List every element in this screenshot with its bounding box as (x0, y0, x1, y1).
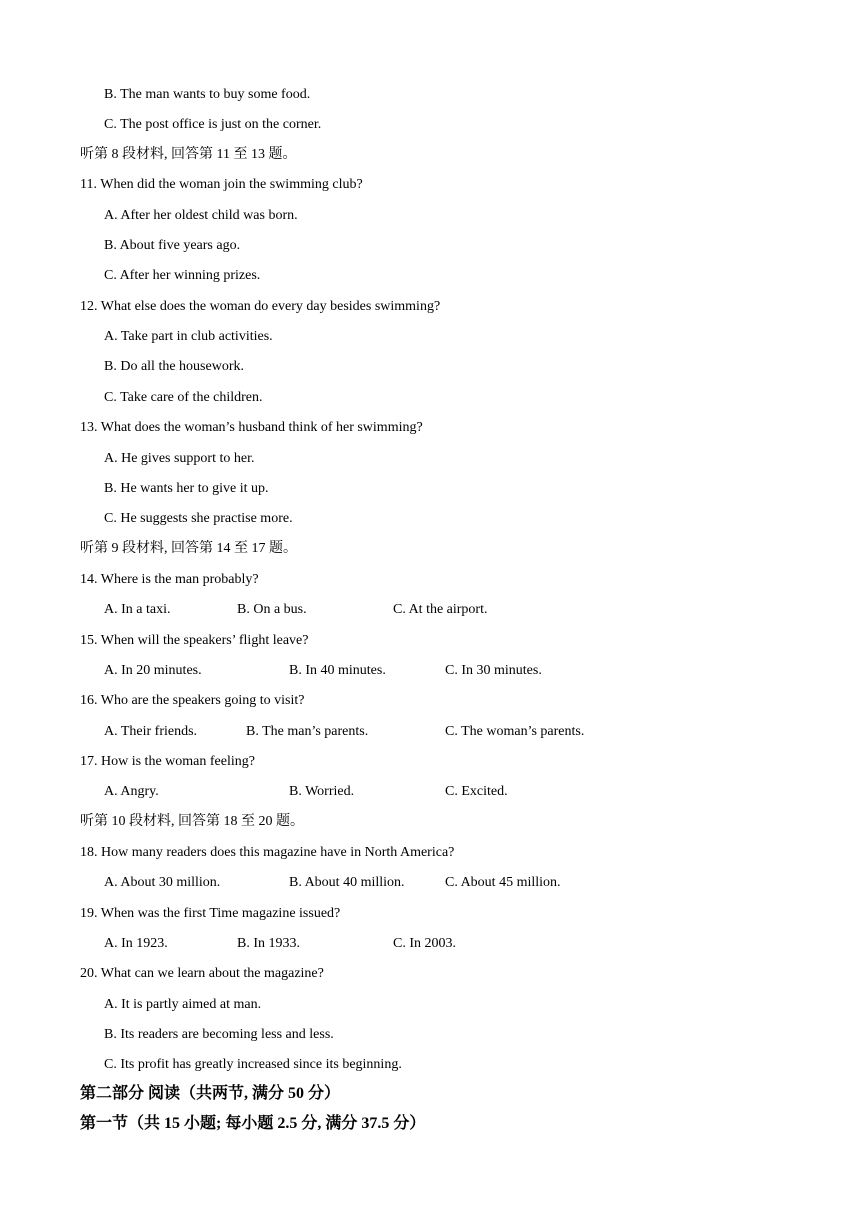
part-heading: 第二部分 阅读（共两节, 满分 50 分） (80, 1085, 341, 1102)
option-line: C. After her winning prizes. (104, 268, 261, 283)
option-a: A. In a taxi. (104, 602, 171, 617)
question-line: 11. When did the woman join the swimming club? (80, 177, 363, 192)
option-b: B. In 1933. (237, 936, 300, 951)
question-line: 20. What can we learn about the magazine? (80, 966, 324, 981)
option-a: A. Angry. (104, 784, 159, 799)
option-line: C. Its profit has greatly increased since its beginning. (104, 1057, 402, 1072)
question-line: 14. Where is the man probably? (80, 572, 259, 587)
question-line: 12. What else does the woman do every day besides swimming? (80, 299, 441, 314)
option-c: C. Excited. (445, 784, 508, 799)
option-line: C. He suggests she practise more. (104, 511, 293, 526)
option-a: A. In 1923. (104, 936, 168, 951)
question-line: 16. Who are the speakers going to visit? (80, 693, 305, 708)
question-line: 15. When will the speakers’ flight leave? (80, 633, 309, 648)
option-a: A. In 20 minutes. (104, 663, 202, 678)
option-b: B. In 40 minutes. (289, 663, 386, 678)
section-instruction: 听第 8 段材料, 回答第 11 至 13 题。 (80, 147, 297, 162)
option-a: A. About 30 million. (104, 875, 221, 890)
option-b: B. The man’s parents. (246, 724, 369, 739)
option-c: C. The woman’s parents. (445, 724, 585, 739)
option-c: C. At the airport. (393, 602, 488, 617)
option-b: B. On a bus. (237, 602, 307, 617)
section-instruction: 听第 9 段材料, 回答第 14 至 17 题。 (80, 541, 297, 556)
question-line: 13. What does the woman’s husband think of her swimming? (80, 420, 423, 435)
option-b: B. About 40 million. (289, 875, 405, 890)
option-line: A. After her oldest child was born. (104, 208, 298, 223)
option-line: A. He gives support to her. (104, 451, 255, 466)
option-line: B. The man wants to buy some food. (104, 87, 311, 102)
section-heading: 第一节（共 15 小题; 每小题 2.5 分, 满分 37.5 分） (80, 1115, 426, 1132)
option-line: C. The post office is just on the corner. (104, 117, 322, 132)
option-c: C. In 2003. (393, 936, 456, 951)
option-line: A. Take part in club activities. (104, 329, 273, 344)
option-c: C. About 45 million. (445, 875, 561, 890)
question-line: 18. How many readers does this magazine have in North America? (80, 845, 455, 860)
option-line: B. Do all the housework. (104, 359, 244, 374)
question-line: 19. When was the first Time magazine issued? (80, 906, 341, 921)
option-b: B. Worried. (289, 784, 355, 799)
option-line: B. About five years ago. (104, 238, 241, 253)
option-line: A. It is partly aimed at man. (104, 997, 262, 1012)
option-c: C. In 30 minutes. (445, 663, 542, 678)
question-line: 17. How is the woman feeling? (80, 754, 255, 769)
section-instruction: 听第 10 段材料, 回答第 18 至 20 题。 (80, 814, 304, 829)
option-line: C. Take care of the children. (104, 390, 263, 405)
option-line: B. He wants her to give it up. (104, 481, 269, 496)
option-a: A. Their friends. (104, 724, 198, 739)
option-line: B. Its readers are becoming less and less. (104, 1027, 334, 1042)
